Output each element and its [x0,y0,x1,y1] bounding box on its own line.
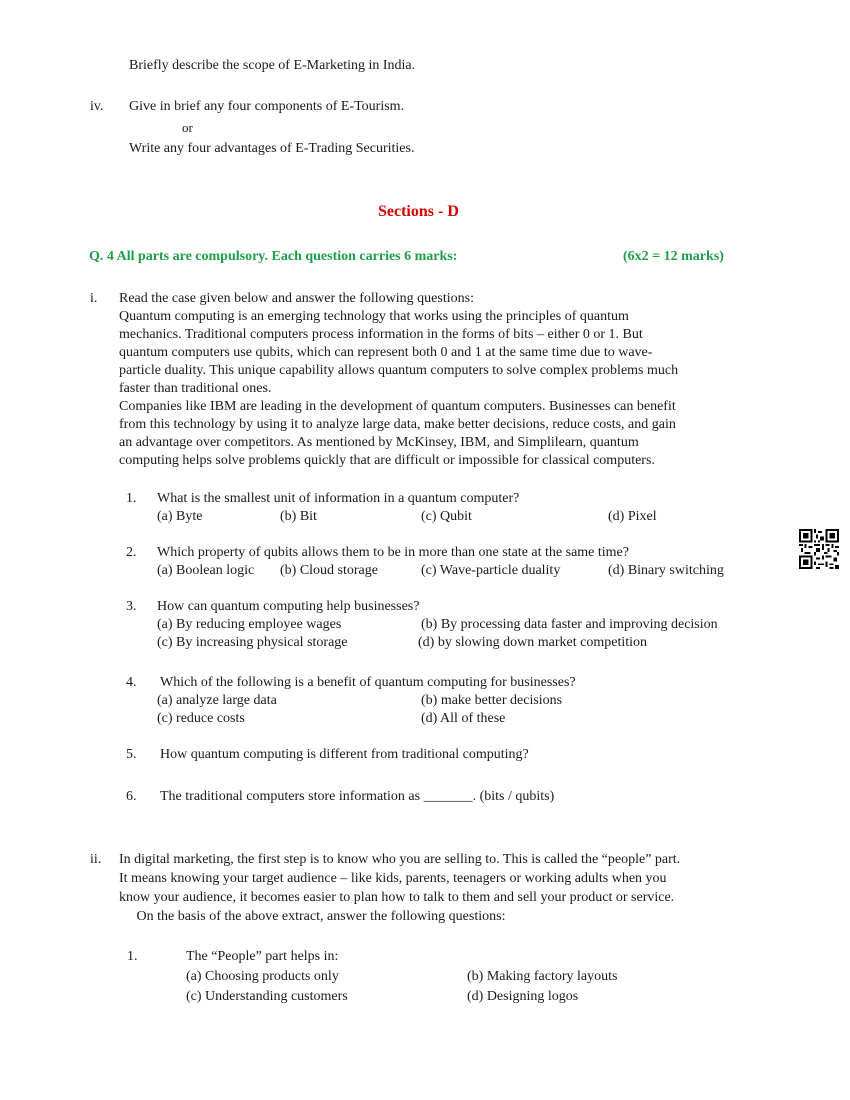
q1-text: What is the smallest unit of information in a quantum computer? [157,491,520,506]
q4-number: 4. [126,675,137,690]
case-ii-q1-text: The “People” part helps in: [186,949,339,964]
q6-text: The traditional computers store information as _______. (bits / qubits) [160,789,555,804]
qr-code-icon [799,529,839,569]
case-i-line: mechanics. Traditional computers process information in the forms of bits – either 0 or 1. But [119,327,643,342]
q4-option-a: (a) analyze large data [157,693,277,708]
q3-option-d: (d) by slowing down market competition [418,635,648,650]
case-ii-instruction: On the basis of the above extract, answer the following questions: [119,909,506,924]
case-ii-q1-option-a: (a) Choosing products only [186,969,339,984]
case-ii-q1-option-c: (c) Understanding customers [186,989,348,1004]
case-i-line: faster than traditional ones. [119,381,272,396]
q4-instructions: Q. 4 All parts are compulsory. Each question carries 6 marks: [89,249,458,264]
case-i-line: Quantum computing is an emerging technology that works using the principles of quantum [119,309,629,324]
q2-text: Which property of qubits allows them to be in more than one state at the same time? [157,545,629,560]
q3-option-a: (a) By reducing employee wages [157,617,342,632]
question-iii-alternative: Briefly describe the scope of E-Marketing in India. [129,58,416,73]
q5-number: 5. [126,747,137,762]
or-separator: or [182,120,193,135]
case-i-line: an advantage over competitors. As mentioned by McKinsey, IBM, and Simplilearn, quantum [119,435,639,450]
case-ii-line: It means knowing your target audience – like kids, parents, teenagers or working adults when you [119,871,667,886]
case-ii-number: ii. [90,852,102,867]
case-ii-line: In digital marketing, the first step is to know who you are selling to. This is called the “people” part. [119,852,681,867]
q4-marks: (6x2 = 12 marks) [623,249,724,264]
q3-option-c: (c) By increasing physical storage [157,635,348,650]
q4-option-b: (b) make better decisions [421,693,563,708]
q2-option-c: (c) Wave-particle duality [421,563,561,578]
case-i-line: from this technology by using it to analyze large data, make better decisions, reduce costs, and gain [119,417,676,432]
q1-option-d: (d) Pixel [608,509,657,524]
q1-number: 1. [126,491,137,506]
section-title: Sections - D [378,203,459,220]
case-i-line: Companies like IBM are leading in the development of quantum computers. Businesses can benefit [119,399,676,414]
q4-option-c: (c) reduce costs [157,711,245,726]
q3-text: How can quantum computing help businesses? [157,599,420,614]
q1-option-b: (b) Bit [280,509,317,524]
q1-option-a: (a) Byte [157,509,203,524]
q2-option-b: (b) Cloud storage [280,563,378,578]
case-i-line: computing helps solve problems quickly that are difficult or impossible for classical computers. [119,453,655,468]
case-i-intro: Read the case given below and answer the following questions: [119,291,474,306]
q1-option-c: (c) Qubit [421,509,472,524]
case-i-line: particle duality. This unique capability allows quantum computers to solve complex problems much [119,363,679,378]
case-ii-line: know your audience, it becomes easier to plan how to talk to them and sell your product or service. [119,890,675,905]
q4-text: Which of the following is a benefit of quantum computing for businesses? [160,675,576,690]
q3-option-b: (b) By processing data faster and improving decision [421,617,718,632]
question-iv-alternative: Write any four advantages of E-Trading Securities. [129,141,415,156]
q2-option-a: (a) Boolean logic [157,563,255,578]
case-ii-q1-option-d: (d) Designing logos [467,989,579,1004]
case-i-line: quantum computers use qubits, which can represent both 0 and 1 at the same time due to wave- [119,345,653,360]
case-ii-q1-number: 1. [127,949,138,964]
question-iv-number: iv. [90,99,104,114]
q3-number: 3. [126,599,137,614]
question-iv-text: Give in brief any four components of E-Tourism. [129,99,405,114]
case-ii-q1-option-b: (b) Making factory layouts [467,969,618,984]
q2-option-d: (d) Binary switching [608,563,724,578]
q5-text: How quantum computing is different from traditional computing? [160,747,529,762]
q6-number: 6. [126,789,137,804]
case-i-number: i. [90,291,98,306]
q2-number: 2. [126,545,137,560]
q4-option-d: (d) All of these [421,711,506,726]
